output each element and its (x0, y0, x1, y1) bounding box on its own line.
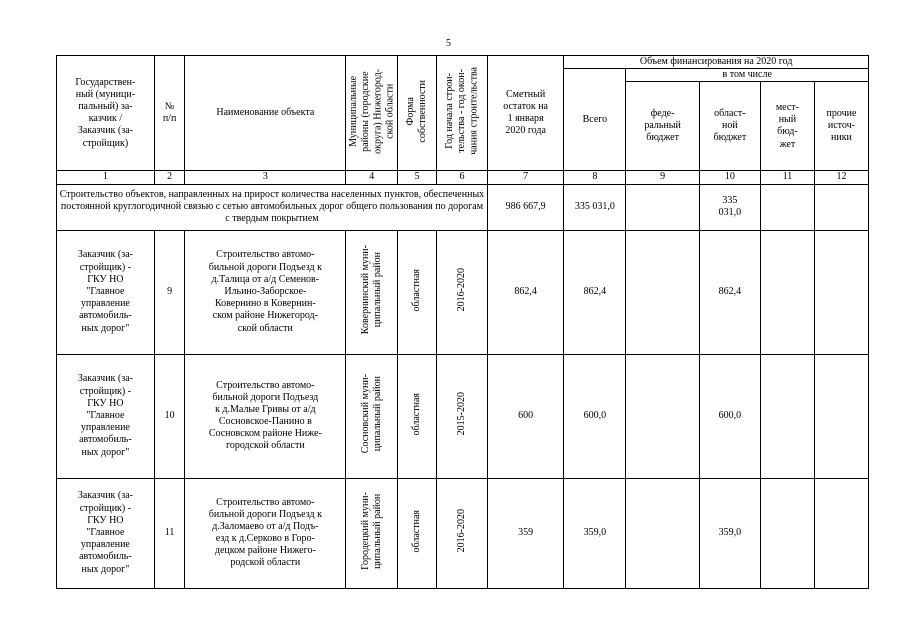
row-local (760, 478, 814, 588)
header-local: мест- ный бюд- жет (760, 82, 814, 171)
column-index: 5 (398, 171, 437, 184)
row-regional: 359,0 (699, 478, 760, 588)
row-num: 10 (154, 354, 185, 478)
row-object: Строительство автомо- бильной дороги Подъезд к д.Заломаево от а/д Подъ- езд к д.Серково в Горо- децком районе Нижего- родской области (185, 478, 346, 588)
row-district: Ковернинский муни- ципальный район (359, 245, 383, 335)
header-object-name: Наименование объекта (185, 56, 346, 171)
row-other (814, 478, 868, 588)
row-federal (626, 354, 699, 478)
financing-table (56, 55, 869, 589)
header-regional: област- ной бюджет (699, 82, 760, 171)
row-customer: Заказчик (за- стройщик) - ГКУ НО "Главное управление автомобиль- ных дорог" (57, 478, 155, 588)
header-districts: Муниципальные районы (городские округа) Нижегород- ской области (348, 68, 396, 154)
column-index: 10 (699, 171, 760, 184)
section-balance: 986 667,9 (487, 184, 563, 230)
column-index: 12 (814, 171, 868, 184)
header-funding-title: Объем финансирования на 2020 год (564, 56, 869, 69)
row-object: Строительство автомо- бильной дороги Подъезд к д.Малые Гривы от а/д Сосновское-Панино в Сосновском районе Ниже- городской области (185, 354, 346, 478)
row-local (760, 354, 814, 478)
section-total: 335 031,0 (564, 184, 626, 230)
header-ownership: Форма собственности (404, 79, 429, 143)
header-customer: Государствен- ный (муници- пальный) за- казчик / Заказчик (за- стройщик) (57, 56, 155, 171)
column-index: 7 (487, 171, 563, 184)
row-years-cell (436, 230, 487, 354)
row-district-cell (346, 478, 398, 588)
header-federal: феде- ральный бюджет (626, 82, 699, 171)
section-local (760, 184, 814, 230)
page-number: 5 (446, 38, 451, 49)
row-ownership: областная (411, 268, 423, 312)
row-district: Городецкий муни- ципальный район (359, 492, 383, 570)
row-balance: 359 (487, 478, 563, 588)
row-customer: Заказчик (за- стройщик) - ГКУ НО "Главное управление автомобиль- ных дорог" (57, 354, 155, 478)
section-federal (626, 184, 699, 230)
row-total: 359,0 (564, 478, 626, 588)
row-years: 2015-2020 (455, 392, 467, 436)
row-regional: 862,4 (699, 230, 760, 354)
row-other (814, 230, 868, 354)
row-total: 862,4 (564, 230, 626, 354)
row-object: Строительство автомо- бильной дороги Подъезд к д.Талица от а/д Семенов- Ильино-Заборское- Ковернино в Ковернин- ском районе Нижегород- ской области (185, 230, 346, 354)
table-row (57, 478, 869, 588)
row-years-cell (436, 354, 487, 478)
column-index: 8 (564, 171, 626, 184)
row-ownership: областная (411, 392, 423, 436)
column-index: 9 (626, 171, 699, 184)
row-federal (626, 478, 699, 588)
row-years: 2016-2020 (455, 509, 467, 553)
header-years-cell (436, 56, 487, 171)
row-federal (626, 230, 699, 354)
column-index: 4 (346, 171, 398, 184)
section-title: Строительство объектов, направленных на прирост количества населенных пунктов, обеспеченных постоянной круглогодичной связью с сетью автомобильных дорог общего пользования по дорогам с твердым покрытием (57, 184, 488, 230)
row-ownership: областная (411, 509, 423, 553)
header-districts-cell (346, 56, 398, 171)
row-total: 600,0 (564, 354, 626, 478)
row-ownership-cell (398, 230, 437, 354)
table-row (57, 354, 869, 478)
column-index: 1 (57, 171, 155, 184)
header-other: прочие источ- ники (814, 82, 868, 171)
row-regional: 600,0 (699, 354, 760, 478)
row-num: 11 (154, 478, 185, 588)
row-other (814, 354, 868, 478)
column-index: 2 (154, 171, 185, 184)
row-ownership-cell (398, 478, 437, 588)
row-balance: 600 (487, 354, 563, 478)
row-balance: 862,4 (487, 230, 563, 354)
row-years: 2016-2020 (455, 268, 467, 312)
header-balance: Сметный остаток на 1 января 2020 года (487, 56, 563, 171)
row-ownership-cell (398, 354, 437, 478)
row-num: 9 (154, 230, 185, 354)
header-ownership-cell (398, 56, 437, 171)
column-index: 11 (760, 171, 814, 184)
header-years: Год начала строи- тельства - год окон- чания строительства (443, 67, 480, 155)
row-district: Сосновский муни- ципальный район (359, 374, 383, 454)
section-regional: 335 031,0 (699, 184, 760, 230)
section-other (814, 184, 868, 230)
column-index: 6 (436, 171, 487, 184)
row-local (760, 230, 814, 354)
row-district-cell (346, 230, 398, 354)
row-customer: Заказчик (за- стройщик) - ГКУ НО "Главное управление автомобиль- ных дорог" (57, 230, 155, 354)
header-total: Всего (564, 69, 626, 171)
header-num: № п/п (154, 56, 185, 171)
row-years-cell (436, 478, 487, 588)
table-row (57, 230, 869, 354)
row-district-cell (346, 354, 398, 478)
header-including: в том числе (626, 69, 869, 82)
column-index: 3 (185, 171, 346, 184)
